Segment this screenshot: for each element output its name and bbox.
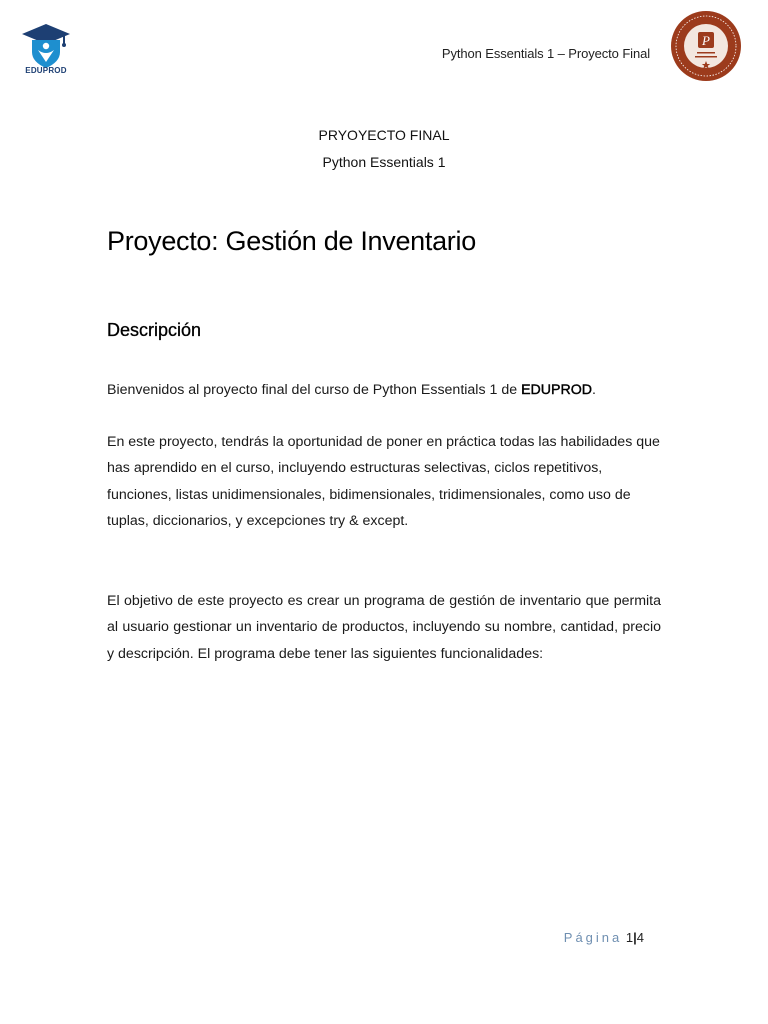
certification-seal: [670, 10, 742, 82]
total-pages: 4: [636, 930, 644, 945]
seal-letter: P: [702, 33, 710, 48]
page-separator: |: [633, 930, 637, 945]
intro-text: Bienvenidos al proyecto final del curso de Python Essentials 1 de: [107, 382, 522, 398]
objective-paragraph: El objetivo de este proyecto es crear un programa de gestión de inventario que permita al usuario gestionar un inventario de productos, incluyendo su nombre, cantidad, precio y descripción. El programa debe tener las siguientes funcionalidades:: [107, 593, 661, 662]
document-title-line2: Python Essentials 1: [322, 154, 446, 170]
section-heading: Descripción: [107, 320, 202, 340]
page-label: Página: [563, 930, 623, 945]
seal-icon: [670, 10, 742, 82]
document-title-line1: PRYOYECTO FINAL: [318, 127, 450, 143]
page-number: 1: [625, 930, 634, 945]
brand-name: EDUPROD: [521, 382, 593, 398]
document-title-block: [0, 122, 768, 176]
logo-wordmark: EDUPROD: [25, 66, 67, 75]
main-heading: Proyecto: Gestión de Inventario: [107, 226, 476, 256]
header-title: Python Essentials 1 – Proyecto Final: [441, 46, 650, 61]
eduprod-logo: [20, 22, 72, 78]
intro-end: .: [592, 382, 596, 398]
skills-paragraph: En este proyecto, tendrás la oportunidad de poner en práctica todas las habilidades que has aprendido en el curso, incluyendo estructuras selectivas, ciclos repetitivos, funciones, listas unidimensionales, bidimensionales, tridimensionales, como uso de tuplas, diccionarios, y excepciones try & except.: [107, 434, 660, 529]
intro-paragraph: [107, 377, 661, 403]
page-footer: [564, 930, 644, 945]
